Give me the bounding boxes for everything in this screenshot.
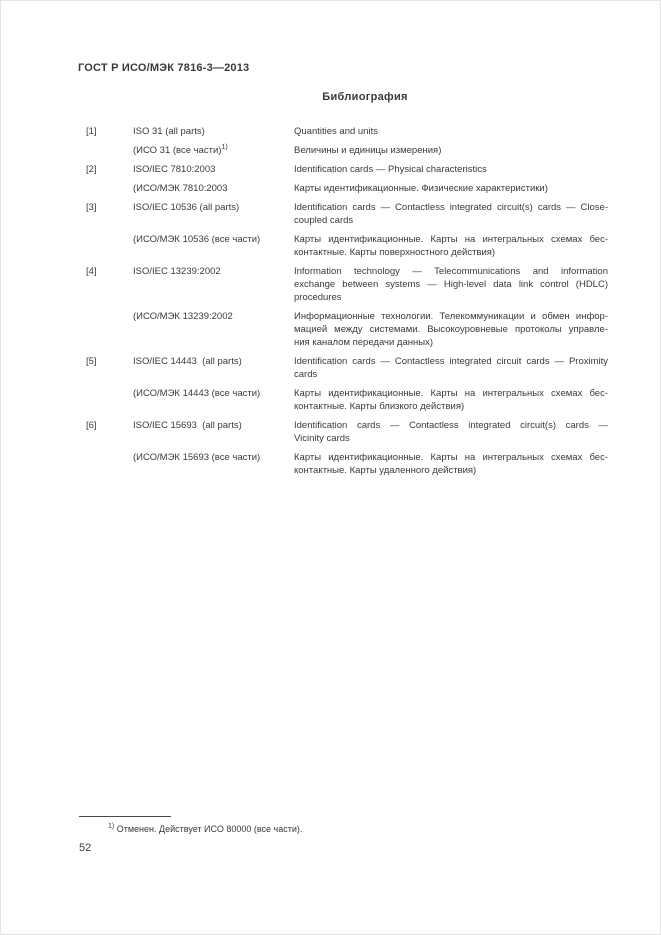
bib-row-ru <box>86 387 608 413</box>
bib-code-ru-text: (ИСО 31 (все части) <box>133 145 222 156</box>
bib-code-ru: (ИСО/МЭК 10536 (все части) <box>133 234 261 245</box>
bib-desc-ru <box>294 387 608 413</box>
desc-line: Quantities and units <box>294 126 378 137</box>
footnote-text: Отменен. Действует ИСО 80000 (все части). <box>114 824 303 834</box>
desc-line: Identification cards — Contactless integrated circuit(s) cards — Close- <box>294 202 608 213</box>
bib-row-en <box>86 265 608 304</box>
bib-ref-spacer <box>86 451 133 477</box>
bib-desc-en <box>294 163 608 176</box>
footnote <box>79 823 559 835</box>
desc-line: мацией между системами. Высокоуровневые протоколы управле- <box>294 324 608 335</box>
bib-code-en: ISO/IEC 10536 (all parts) <box>133 202 240 213</box>
bib-row-en <box>86 419 608 445</box>
bib-ref: [5] <box>86 356 97 367</box>
desc-line: coupled cards <box>294 215 354 226</box>
section-title: Библиография <box>322 91 408 103</box>
bib-code-en: ISO/IEC 14443 (all parts) <box>133 356 242 367</box>
footnote-rule <box>79 816 171 817</box>
bib-desc-en <box>294 419 608 445</box>
bib-row-en <box>86 125 608 138</box>
bib-code-ru: (ИСО/МЭК 13239:2002 <box>133 311 233 322</box>
bibliography-list <box>86 125 608 483</box>
bib-ref-spacer <box>86 233 133 259</box>
page-number: 52 <box>79 842 92 854</box>
desc-line: ния каналом передачи данных) <box>294 337 433 348</box>
bib-code-ru <box>133 144 294 157</box>
desc-line: Identification cards — Contactless integrated circuit cards — Proximity <box>294 356 608 367</box>
running-header: ГОСТ Р ИСО/МЭК 7816-3—2013 <box>78 62 250 74</box>
bib-code-ru: (ИСО/МЭК 14443 (все части) <box>133 388 261 399</box>
bib-ref: [6] <box>86 420 97 431</box>
desc-line: контактные. Карты удаленного действия) <box>294 465 477 476</box>
desc-line: контактные. Карты поверхностного действия) <box>294 247 496 258</box>
bib-row-en <box>86 201 608 227</box>
desc-line: Карты идентификационные. Карты на интегральных схемах бес- <box>294 234 608 245</box>
bib-desc-en <box>294 355 608 381</box>
bib-desc-en <box>294 265 608 304</box>
bib-desc-en <box>294 201 608 227</box>
bib-desc-ru <box>294 451 608 477</box>
desc-line: exchange between systems — High-level data link control (HDLC) <box>294 279 608 290</box>
bib-row-ru <box>86 144 608 157</box>
desc-line: контактные. Карты близкого действия) <box>294 401 465 412</box>
desc-line: Карты идентификационные. Физические характеристики) <box>294 183 548 194</box>
bib-row-en <box>86 163 608 176</box>
bib-code-en: ISO 31 (all parts) <box>133 126 205 137</box>
bib-code-ru: (ИСО/МЭК 7810:2003 <box>133 183 228 194</box>
bib-code-en: ISO/IEC 7810:2003 <box>133 164 216 175</box>
bib-ref-spacer <box>86 387 133 413</box>
bib-desc-ru <box>294 233 608 259</box>
footnote-ref-marker: 1) <box>221 143 228 151</box>
desc-line: Identification cards — Physical characteristics <box>294 164 487 175</box>
bib-ref: [4] <box>86 266 97 277</box>
desc-line: Информационные технологии. Телекоммуникации и обмен инфор- <box>294 311 608 322</box>
bib-desc-ru <box>294 182 608 195</box>
bib-ref-spacer <box>86 310 133 349</box>
bib-row-ru <box>86 310 608 349</box>
desc-line: cards <box>294 369 318 380</box>
bib-desc-ru <box>294 310 608 349</box>
bib-desc-ru <box>294 144 608 157</box>
footnote-marker: 1) <box>108 823 115 830</box>
bib-row-ru <box>86 233 608 259</box>
desc-line: Карты идентификационные. Карты на интегральных схемах бес- <box>294 388 608 399</box>
desc-line: Величины и единицы измерения) <box>294 145 442 156</box>
bib-ref: [1] <box>86 126 97 137</box>
bib-desc-en <box>294 125 608 138</box>
desc-line: procedures <box>294 292 342 303</box>
bib-ref-spacer <box>86 144 133 157</box>
bib-row-en <box>86 355 608 381</box>
bib-row-ru <box>86 451 608 477</box>
bib-row-ru <box>86 182 608 195</box>
desc-line: Vicinity cards <box>294 433 350 444</box>
bib-code-ru: (ИСО/МЭК 15693 (все части) <box>133 452 261 463</box>
bib-ref: [3] <box>86 202 97 213</box>
bib-code-en: ISO/IEC 13239:2002 <box>133 266 221 277</box>
desc-line: Information technology — Telecommunications and information <box>294 266 608 277</box>
desc-line: Карты идентификационные. Карты на интегральных схемах бес- <box>294 452 608 463</box>
bib-code-en: ISO/IEC 15693 (all parts) <box>133 420 242 431</box>
desc-line: Identification cards — Contactless integrated circuit(s) cards — <box>294 420 608 431</box>
bib-ref: [2] <box>86 164 97 175</box>
bib-ref-spacer <box>86 182 133 195</box>
